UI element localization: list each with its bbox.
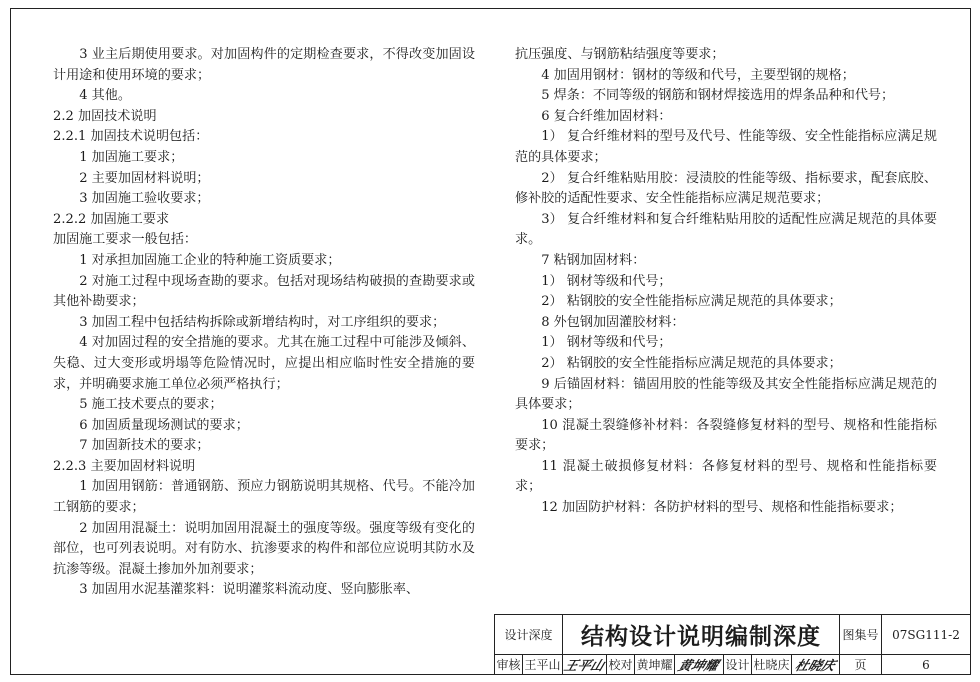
paragraph: 3 加固用水泥基灌浆料：说明灌浆料流动度、竖向膨胀率、: [79, 582, 420, 598]
atlas-number: 07SG111-2: [892, 627, 960, 642]
paragraph: 3 加固施工验收要求；: [79, 191, 210, 207]
paragraph: 7 加固新技术的要求；: [79, 438, 210, 454]
paragraph: 2.2.1 加固技术说明包括：: [53, 129, 209, 145]
label-page: 页: [840, 654, 882, 675]
paragraph: 1） 钢材等级和代号；: [541, 273, 672, 289]
paragraph: 1） 钢材等级和代号；: [541, 335, 672, 351]
paragraph: 1 加固施工要求；: [79, 149, 184, 165]
checker-name: 黄坤耀: [635, 654, 675, 675]
left-text-column: [53, 45, 475, 601]
paragraph: 2.2 加固技术说明: [53, 108, 157, 124]
paragraph: 7 粘钢加固材料：: [541, 252, 646, 268]
label-design-depth: 设计深度: [495, 615, 563, 654]
paragraph: 2 加固用混凝土：说明加固用混凝土的强度等级。强度等级有变化的部位，也可列表说明。对有防水、抗渗要求的构件和部位应说明其防水及抗渗等级。混凝土掺加外加剂要求；: [53, 520, 475, 577]
paragraph: 加固施工要求一般包括：: [53, 232, 198, 248]
paragraph: 3） 复合纤维材料和复合纤维粘贴用胶的适配性应满足规范的具体要求。: [515, 211, 937, 248]
paragraph: 9 后锚固材料：锚固用胶的性能等级及其安全性能指标应满足规范的具体要求；: [515, 376, 937, 413]
title-block-bottom-row: [495, 654, 971, 675]
checker-signature: 黄坤耀: [675, 654, 724, 675]
paragraph: 1 对承担加固施工企业的特种施工资质要求；: [79, 252, 341, 268]
paragraph: 2） 粘钢胶的安全性能指标应满足规范的具体要求；: [541, 355, 842, 371]
label-review: 审核: [495, 654, 523, 675]
reviewer-name: 王平山: [523, 654, 563, 675]
paragraph: 6 加固质量现场测试的要求；: [79, 417, 249, 433]
designer-signature: 杜晓庆: [792, 654, 840, 675]
paragraph: 4 对加固过程的安全措施的要求。尤其在施工过程中可能涉及倾斜、失稳、过大变形或坍塌等危险情况时，应提出相应临时性安全措施的要求，并明确要求施工单位必须严格执行；: [53, 335, 475, 392]
paragraph: 5 施工技术要点的要求；: [79, 397, 223, 413]
reviewer-signature: 王平山: [563, 654, 607, 675]
paragraph: 2.2.2 加固施工要求: [53, 211, 170, 227]
title-block-top-row: [495, 615, 971, 655]
title-block: [494, 614, 971, 675]
paragraph: 2 对施工过程中现场查勘的要求。包括对现场结构破损的查勘要求或其他补勘要求；: [53, 273, 475, 310]
paragraph: 5 焊条：不同等级的钢筋和钢材焊接选用的焊条品种和代号；: [541, 88, 895, 104]
paragraph: 2） 复合纤维粘贴用胶：浸渍胶的性能等级、指标要求，配套底胶、修补胶的适配性要求、安全性能指标应满足规范要求；: [515, 170, 937, 207]
paragraph: 2 主要加固材料说明；: [79, 170, 210, 186]
paragraph: 2） 粘钢胶的安全性能指标应满足规范的具体要求；: [541, 294, 842, 310]
page-number: 6: [922, 657, 930, 672]
paragraph: 3 加固工程中包括结构拆除或新增结构时，对工序组织的要求；: [79, 314, 446, 330]
paragraph: 3 业主后期使用要求。对加固构件的定期检查要求，不得改变加固设计用途和使用环境的要求；: [53, 47, 475, 83]
drawing-title: 结构设计说明编制深度: [563, 615, 840, 654]
paragraph: 抗压强度、与钢筋粘结强度等要求；: [515, 47, 725, 62]
paragraph: 1 加固用钢筋：普通钢筋、预应力钢筋说明其规格、代号。不能冷加工钢筋的要求；: [53, 479, 475, 516]
paragraph: 8 外包钢加固灌胶材料：: [541, 314, 685, 330]
paragraph: 12 加固防护材料：各防护材料的型号、规格和性能指标要求；: [541, 500, 903, 516]
paragraph: 6 复合纤维加固材料：: [541, 108, 672, 124]
designer-name: 杜晓庆: [752, 654, 792, 675]
label-atlas-number: 图集号: [840, 615, 882, 654]
paragraph: 4 加固用钢材：钢材的等级和代号，主要型钢的规格；: [541, 67, 855, 83]
paragraph: 2.2.3 主要加固材料说明: [53, 458, 196, 474]
paragraph: 4 其他。: [79, 88, 131, 104]
label-design: 设计: [724, 654, 752, 675]
right-text-column: [515, 45, 937, 519]
paragraph: 11 混凝土破损修复材料：各修复材料的型号、规格和性能指标要求；: [515, 458, 937, 495]
paragraph: 1） 复合纤维材料的型号及代号、性能等级、安全性能指标应满足规范的具体要求；: [515, 129, 937, 165]
paragraph: 10 混凝土裂缝修补材料：各裂缝修复材料的型号、规格和性能指标要求；: [515, 417, 937, 454]
label-check: 校对: [607, 654, 635, 675]
